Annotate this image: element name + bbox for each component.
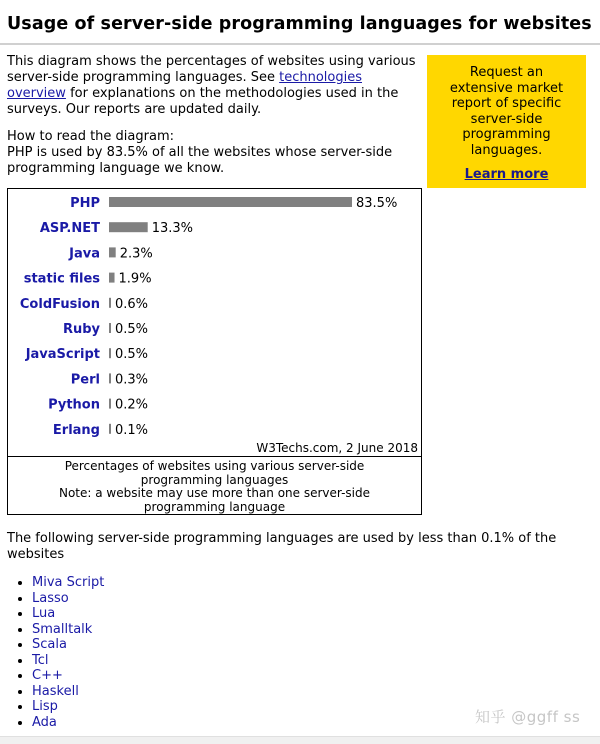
market-report-promo: [427, 55, 586, 188]
bar-chart: [8, 189, 421, 459]
rare-language-item[interactable]: • Haskell: [32, 684, 104, 700]
watermark: 知乎 @ggff ss: [475, 708, 581, 726]
category-label[interactable]: Ruby: [62, 322, 100, 337]
promo-text: Request an extensive market report of specific server-side programming languages.: [449, 65, 564, 158]
chart-caption-text: Percentages of websites using various server-side programming languages: [64, 459, 365, 487]
category-label[interactable]: static files: [23, 271, 100, 287]
rare-languages-list: [0, 575, 104, 730]
technologies-overview-link[interactable]: technologies overview: [7, 70, 362, 101]
bar: [109, 323, 111, 333]
bar: [109, 399, 111, 409]
category-label[interactable]: Erlang: [52, 422, 100, 438]
intro-text-after: for explanations on the methodologies used in the surveys. Our reports are updated daily.: [7, 86, 399, 117]
category-label[interactable]: Perl: [70, 372, 100, 388]
how-to-read-heading: How to read the diagram:: [7, 129, 174, 144]
title-divider: [0, 43, 600, 45]
rare-language-item[interactable]: • Lua: [32, 606, 104, 622]
bar: [109, 424, 111, 434]
bar: [109, 247, 116, 257]
bar: [109, 348, 111, 358]
intro-text-before: This diagram shows the percentages of websites using various server-side programming languages. See: [7, 54, 416, 85]
value-label: 0.2%: [115, 397, 149, 413]
rare-language-item[interactable]: • Smalltalk: [32, 622, 104, 638]
how-to-read: [7, 129, 417, 177]
chart-note-text: Note: a website may use more than one server-side programming language: [58, 486, 370, 514]
value-label: 0.1%: [115, 422, 149, 438]
category-label[interactable]: ColdFusion: [19, 296, 100, 312]
rare-language-item[interactable]: • C++: [32, 668, 104, 684]
bar: [109, 373, 111, 383]
rare-language-item[interactable]: • Lisp: [32, 699, 104, 715]
category-label[interactable]: Java: [69, 246, 100, 262]
value-label: 83.5%: [356, 196, 398, 211]
chart-caption: [8, 456, 421, 514]
value-label: 0.5%: [115, 347, 149, 363]
category-label[interactable]: JavaScript: [25, 347, 100, 363]
learn-more-link[interactable]: Learn more: [464, 167, 549, 182]
value-label: 0.6%: [115, 296, 149, 312]
rare-languages-text: The following server-side programming languages are used by less than 0.1% of the websites: [7, 531, 557, 562]
page-title: Usage of server-side programming languages for websites: [7, 14, 592, 34]
bar: [109, 222, 148, 232]
bar: [109, 197, 352, 207]
rare-language-item[interactable]: • Ada: [32, 715, 104, 731]
value-label: 0.3%: [115, 372, 149, 388]
bar: [109, 273, 115, 283]
value-label: 1.9%: [118, 271, 152, 287]
rare-language-item[interactable]: • Scala: [32, 637, 104, 653]
category-label[interactable]: ASP.NET: [39, 221, 100, 237]
rare-language-item[interactable]: • Tcl: [32, 653, 104, 669]
bar: [109, 298, 111, 308]
value-label: 2.3%: [119, 246, 153, 262]
rare-language-item[interactable]: • Lasso: [32, 591, 104, 607]
chart-box: [7, 188, 422, 515]
value-label: 13.3%: [151, 221, 194, 237]
chart-source: W3Techs.com, 2 June 2018: [256, 441, 418, 455]
category-label[interactable]: Python: [48, 397, 100, 413]
how-to-read-text: PHP is used by 83.5% of all the websites whose server-side programming language we know.: [7, 145, 393, 176]
category-label[interactable]: PHP: [70, 196, 100, 211]
value-label: 0.5%: [115, 322, 149, 337]
intro-paragraph: [7, 54, 417, 118]
rare-language-item[interactable]: • Miva Script: [32, 575, 104, 591]
